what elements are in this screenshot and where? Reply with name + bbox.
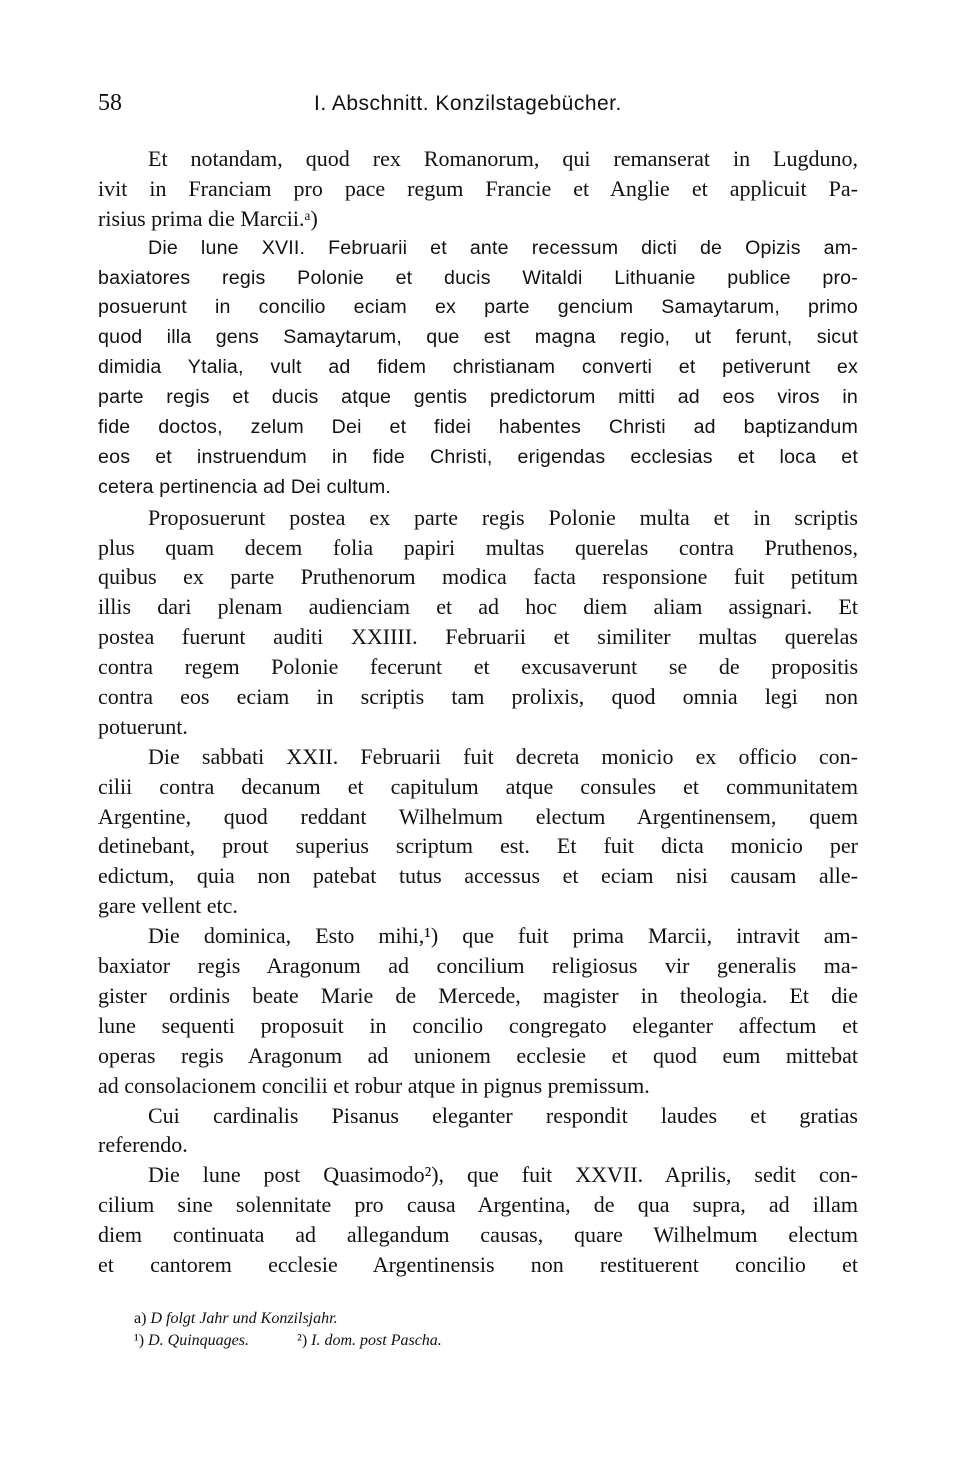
text-line: Argentine, quod reddant Wilhelmum electum Argentinensem, quem — [98, 803, 858, 829]
text-line: dimidia Ytalia, vult ad fidem christianam converti et petiverunt ex — [98, 356, 858, 379]
text-line: cilium sine solennitate pro causa Argentina, de qua supra, ad illam — [98, 1192, 858, 1218]
footnote-text: I. dom. post Pascha. — [311, 1332, 442, 1349]
text-line: cetera pertinencia ad Dei cultum. — [98, 475, 392, 498]
text-line: referendo. — [98, 1132, 188, 1158]
text-line: quod illa gens Samaytarum, que est magna regio, ut ferunt, sicut — [98, 326, 858, 349]
text-line: Et notandam, quod rex Romanorum, qui remanserat in Lugduno, — [148, 146, 858, 171]
text-line: cilii contra decanum et capitulum atque consules et communitatem — [98, 773, 858, 799]
text-line: Die lune XVII. Februarii et ante recessum dicti de Opizis am- — [148, 236, 858, 259]
text-line: detinebant, prout superius scriptum est. Et fuit dicta monicio per — [98, 833, 858, 859]
text-line: diem continuata ad allegandum causas, quare Wilhelmum electum — [98, 1222, 858, 1248]
text-line: ad consolacionem concilii et robur atque in pignus premissum. — [98, 1072, 650, 1098]
footnote-marker: ¹) — [134, 1332, 145, 1349]
page-header — [98, 90, 858, 126]
body-text — [98, 144, 858, 1280]
text-line: gare vellent etc. — [98, 893, 238, 919]
text-line: Cui cardinalis Pisanus eleganter respondit laudes et gratias — [148, 1102, 858, 1128]
footnote-text: D folgt Jahr und Konzilsjahr. — [150, 1310, 338, 1327]
text-line: operas regis Aragonum ad unionem ecclesie et quod eum mittebat — [98, 1042, 858, 1068]
text-line: Proposuerunt postea ex parte regis Polonie multa et in scriptis — [148, 504, 858, 530]
paragraph — [98, 234, 858, 503]
text-line: potuerunt. — [98, 713, 188, 739]
text-line: contra regem Polonie fecerunt et excusaverunt se de propositis — [98, 654, 858, 680]
paragraph — [98, 1160, 858, 1280]
text-line: risius prima die Marcii.ᵃ) — [98, 205, 318, 231]
footnotes — [134, 1308, 834, 1352]
text-line: illis dari plenam audienciam et ad hoc diem aliam assignari. Et — [98, 594, 858, 620]
text-line: Die dominica, Esto mihi,¹) que fuit prima Marcii, intravit am- — [148, 923, 858, 949]
footnote-a — [134, 1308, 834, 1330]
paragraph — [98, 503, 858, 742]
text-line: lune sequenti proposuit in concilio congregato eleganter affectum et — [98, 1012, 858, 1038]
text-line: Die sabbati XXII. Februarii fuit decreta monicio ex officio con- — [148, 743, 858, 769]
text-line: quibus ex parte Pruthenorum modica facta responsione fuit petitum — [98, 564, 858, 590]
paragraph — [98, 1101, 858, 1161]
text-line: plus quam decem folia papiri multas querelas contra Pruthenos, — [98, 534, 858, 560]
footnote-text: D. Quinquages. — [148, 1332, 250, 1349]
text-line: parte regis et ducis atque gentis predictorum mitti ad eos viros in — [98, 386, 858, 409]
text-line: eos et instruendum in fide Christi, erigendas ecclesias et loca et — [98, 445, 858, 468]
text-line: postea fuerunt auditi XXIIII. Februarii et similiter multas querelas — [98, 624, 858, 650]
text-line: fide doctos, zelum Dei et fidei habentes Christi ad baptizandum — [98, 416, 858, 439]
footnote-marker: a) — [134, 1310, 147, 1327]
text-line: et cantorem ecclesie Argentinensis non restituerent concilio et — [98, 1251, 858, 1277]
text-line: gister ordinis beate Marie de Mercede, magister in theologia. Et die — [98, 982, 858, 1008]
text-line: baxiator regis Aragonum ad concilium religiosus vir generalis ma- — [98, 953, 858, 979]
footnote-marker: ²) — [297, 1332, 308, 1349]
text-line: ivit in Franciam pro pace regum Francie et Anglie et applicuit Pa- — [98, 175, 858, 201]
footnote-1-2 — [134, 1330, 834, 1352]
text-line: edictum, quia non patebat tutus accessus et eciam nisi causam alle- — [98, 863, 858, 889]
paragraph — [98, 921, 858, 1100]
paragraph — [98, 144, 858, 234]
text-line: Die lune post Quasimodo²), que fuit XXVII. Aprilis, sedit con- — [148, 1162, 858, 1188]
page-number: 58 — [98, 90, 122, 116]
text-line: contra eos eciam in scriptis tam prolixis, quod omnia legi non — [98, 684, 858, 710]
paragraph — [98, 742, 858, 921]
text-line: baxiatores regis Polonie et ducis Witaldi Lithuanie publice pro- — [98, 266, 858, 289]
text-line: posuerunt in concilio eciam ex parte gencium Samaytarum, primo — [98, 296, 858, 319]
running-head: I. Abschnitt. Konzilstagebücher. — [314, 92, 622, 115]
